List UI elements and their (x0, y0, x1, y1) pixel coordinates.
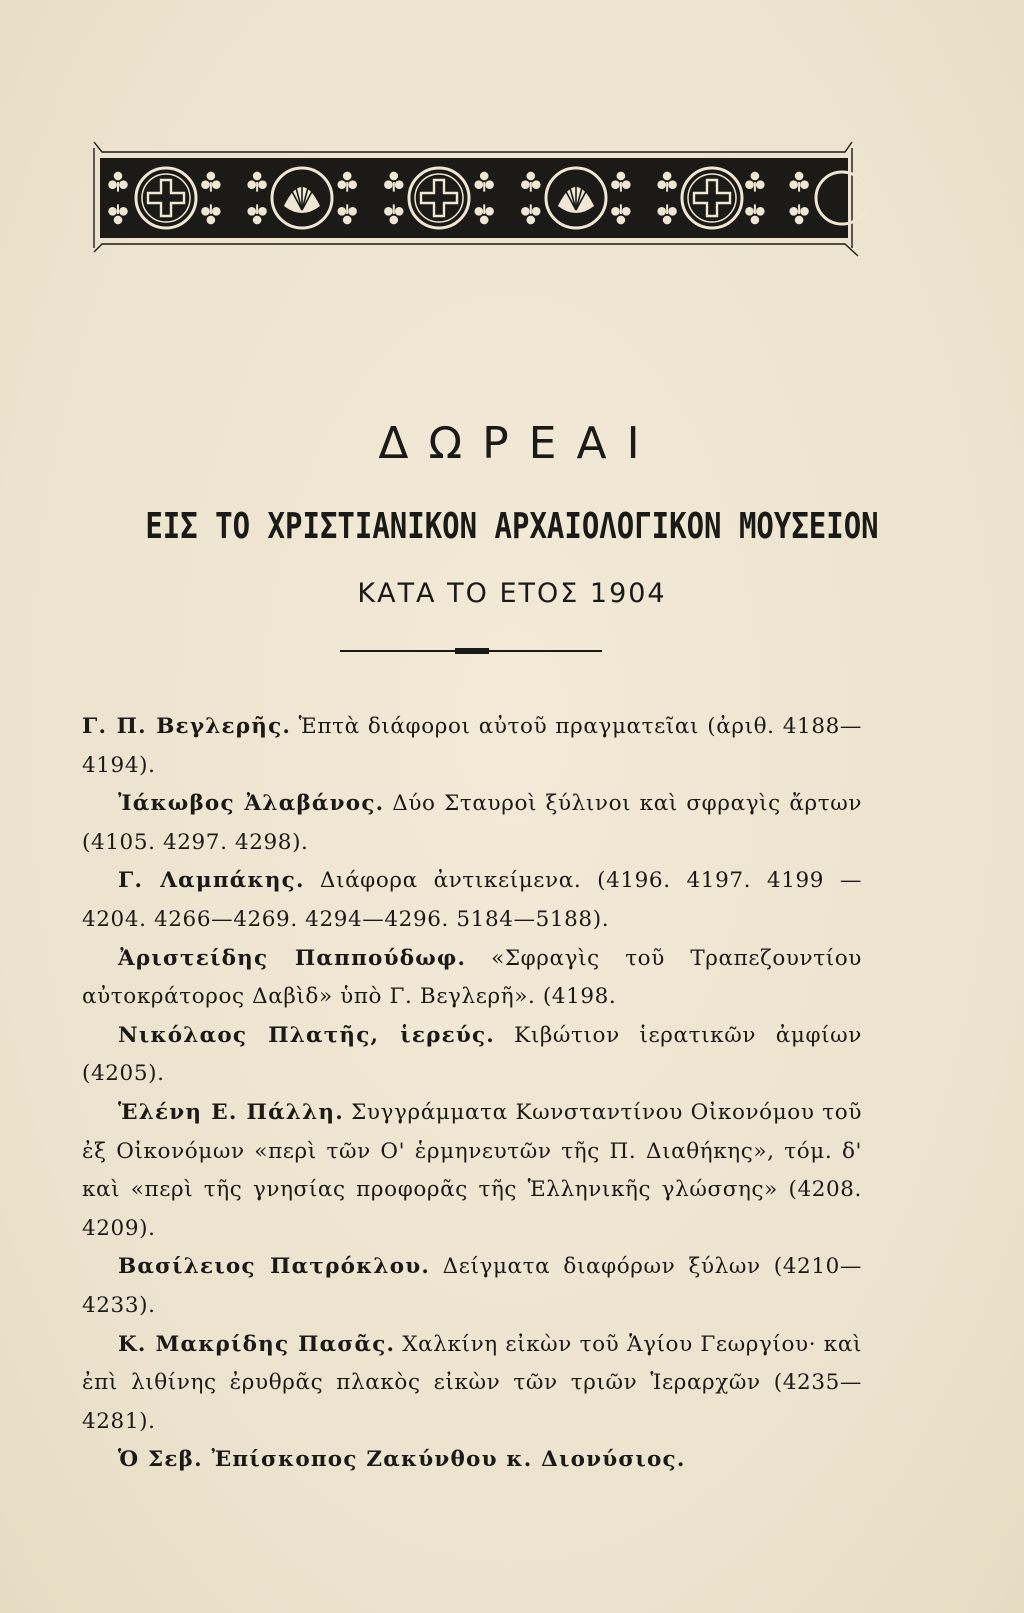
divider-bar (455, 648, 489, 654)
list-item (82, 862, 862, 939)
donation-description: Κιβώτιον ἱερατικῶν ἀμφίων (4205). (82, 1022, 862, 1087)
donation-description: Συγγράμματα Κωνσταντίνου Οἰκονόμου τοῦ ἐξ Οἰκονόμων «περὶ τῶν Ο' ἑρμηνευτῶν τῆς Π. Διαθήκης», τόμ. δ' καὶ «περὶ τῆς γνησίας προφορᾶς τῆς Ἑλληνικῆς γλώσσης» (4208. 4209). (82, 1099, 862, 1241)
donor-name: Βασίλειος Πατρόκλου. (118, 1254, 431, 1280)
page-title: ΔΩΡΕΑΙ (378, 418, 660, 469)
donor-name: Ὁ Σεβ. Ἐπίσκοπος Ζακύνθου κ. Διονύσιος. (118, 1447, 686, 1473)
list-item (82, 1094, 862, 1248)
donor-name: Κ. Μακρίδης Πασᾶς. (118, 1331, 396, 1357)
page-subtitle: ΕΙΣ ΤΟ ΧΡΙΣΤΙΑΝΙΚΟΝ ΑΡΧΑΙΟΛΟΓΙΚΟΝ ΜΟΥΣΕΙΟΝ (145, 505, 879, 547)
donations-list (82, 708, 862, 1480)
list-item (82, 1441, 862, 1480)
donor-name: Ἰάκωβος Ἀλαβάνος. (118, 791, 385, 817)
list-item (82, 940, 862, 1017)
list-item (82, 708, 862, 785)
section-divider (340, 648, 602, 654)
list-item (82, 785, 862, 862)
donation-description: Χαλκίνη εἰκὼν τοῦ Ἁγίου Γεωργίου· καὶ ἐπὶ λιθίνης ἐρυθρᾶς πλακὸς εἰκὼν τῶν τριῶν Ἱεραρχῶν (4235—4281). (82, 1331, 862, 1434)
donation-description: Δείγματα διαφόρων ξύλων (4210—4233). (82, 1254, 862, 1318)
floral-cross-band-icon (90, 140, 865, 260)
donation-description: Διάφορα ἀντικείμενα. (4196. 4197. 4199 —4204. 4266—4269. 4294—4296. 5184—5188). (82, 868, 862, 932)
donation-description: Ἑπτὰ διάφοροι αὐτοῦ πραγματεῖαι (ἀριθ. 4188—4194). (82, 714, 862, 778)
list-item (82, 1248, 862, 1325)
list-item (82, 1326, 862, 1442)
donor-name: Ἑλένη Ε. Πάλλη. (118, 1099, 344, 1125)
donor-name: Γ. Π. Βεγλερῆς. (82, 714, 292, 739)
donor-name: Ἀριστείδης Παππούδωφ. (118, 945, 467, 971)
donor-name: Γ. Λαμπάκης. (118, 868, 305, 894)
donation-description: «Σφραγὶς τοῦ Τραπεζουντίου αὐτοκράτορος Δαβὶδ» ὑπὸ Γ. Βεγλερῆ». (4198. (82, 945, 862, 1010)
list-item (82, 1017, 862, 1094)
donor-name: Νικόλαος Πλατῆς, ἱερεύς. (118, 1022, 495, 1048)
ornament-band (90, 140, 865, 260)
year-line: ΚΑΤΑ ΤΟ ΕΤΟΣ 1904 (357, 578, 667, 609)
donation-description: Δύο Σταυροὶ ξύλινοι καὶ σφραγὶς ἄρτων (4105. 4297. 4298). (82, 791, 862, 855)
